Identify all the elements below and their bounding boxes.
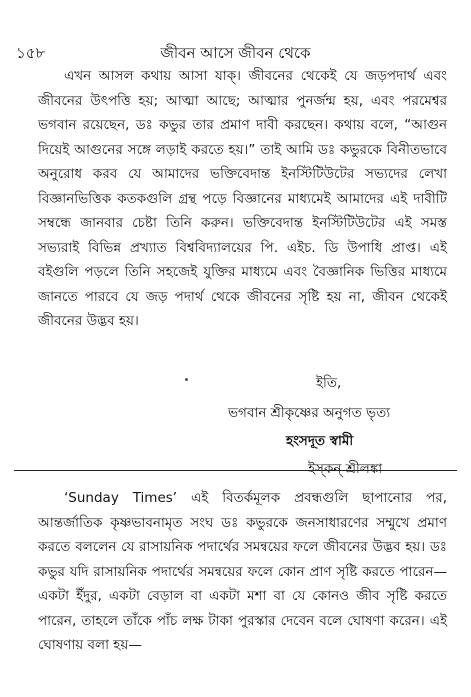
signature-place: ইস্‌কন্‌ শ্রীলঙ্কা	[308, 461, 383, 477]
page-number: ১৫৮	[16, 44, 46, 62]
stray-dot	[185, 378, 188, 381]
signature-line-1: ভগবান শ্রীকৃষ্ণের অনুগত ভৃত্য	[228, 405, 391, 421]
signature-closing: ইতি,	[316, 375, 342, 391]
body-paragraph-2: ‘Sunday Times’ এই বিতর্কমূলক প্রবন্ধগুলি ছাপানোর পর, আন্তর্জাতিক কৃষ্ণভাবনামৃত সংঘ ডঃ কভুরকে জনসাধারণের সম্মুখে প্রমাণ করতে বললেন যে রাসায়নিক পদার্থের সমন্বয়ের ফলে জীবনের উদ্ভব হয়। ডঃ কভুর যদি রাসায়নিক পদার্থের সমন্বয়ের ফলে কোন প্রাণ সৃষ্টি করতে পারেন—একটা ইঁদুর, একটা বেড়াল বা একটা মশা বা যে কোনও জীব সৃষ্টি করতে পারেন, তাহলে তাঁকে পাঁচ লক্ষ টাকা পুরস্কার দেবেন বলে ঘোষণা করেন। এই ঘোষণায় বলা হয়—	[38, 490, 447, 653]
signature-name: হংসদূত স্বামী	[286, 433, 354, 449]
body-paragraph-1: এখন আসল কথায় আসা যাক্‌। জীবনের থেকেই যে জড়পদার্থ এবং জীবনের উৎপত্তি হয়; আত্মা আছে; আত্মার পুনর্জন্ম হয়, এবং পরমেশ্বর ভগবান রয়েছেন, ডঃ কভুর তার প্রমাণ দাবী করছেন। কথায় বলে, “আগুন দিয়েই আগুনের সঙ্গে লড়াই করতে হয়।” তাই আমি ডঃ কভুরকে বিনীতভাবে অনুরোধ করব যে আমাদের ভক্তিবেদান্ত ইনস্টিটিউটের সভ্যদের লেখা বিজ্ঞানভিত্তিক কতকগুলি গ্রন্থ পড়ে বিজ্ঞানের মাধ্যমেই আমাদের এই দাবীটি সম্বন্ধে জানবার চেষ্টা তিনি করুন। ভক্তিবেদান্ত ইনস্টিটিউটের এই সমস্ত সভ্যরাই বিভিন্ন প্রখ্যাত বিশ্ববিদ্যালয়ের পি. এইচ. ডি উপাধি প্রাপ্ত। এই বইগুলি পড়লে তিনি সহজেই যুক্তির মাধ্যমে এবং বৈজ্ঞানিক ভিত্তির মাধ্যমে জানতে পারবে যে জড় পদার্থ থেকে জীবনের সৃষ্টি হয় না, জীবন থেকেই জীবনের উদ্ভব হয়।	[38, 68, 447, 329]
running-title: জীবন আসে জীবন থেকে	[160, 44, 311, 62]
section-divider	[14, 470, 457, 471]
